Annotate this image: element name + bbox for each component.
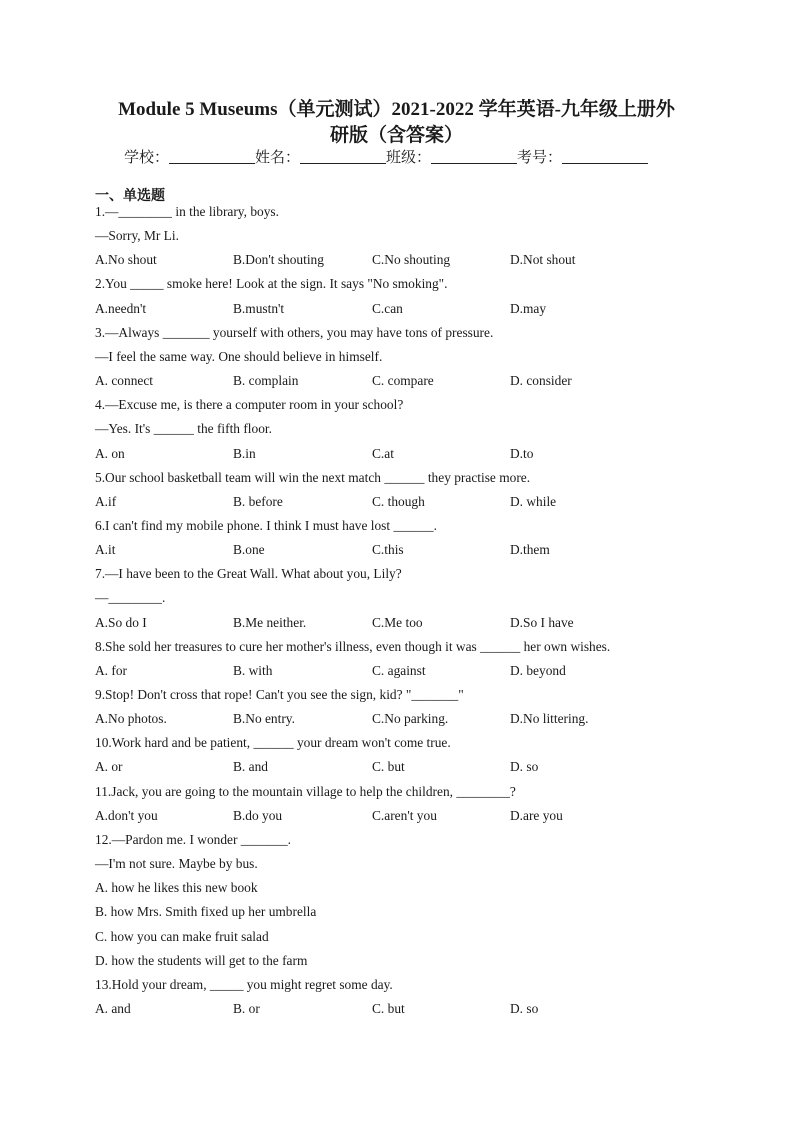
student-info-row <box>124 148 648 168</box>
answer-option[interactable]: B.do you <box>233 807 283 823</box>
answer-option[interactable]: B.mustn't <box>233 300 285 316</box>
answer-option[interactable]: C.No parking. <box>372 711 449 727</box>
answer-option[interactable]: C.can <box>372 300 403 316</box>
answer-option[interactable]: A. connect <box>95 373 154 389</box>
answer-option[interactable]: A.needn't <box>95 300 147 316</box>
answer-option[interactable]: D. while <box>510 493 557 509</box>
answer-option[interactable]: C. though <box>372 493 425 509</box>
answer-option[interactable]: D.are you <box>510 807 563 823</box>
class-blank[interactable] <box>431 148 517 164</box>
answer-option[interactable]: C.at <box>372 445 394 461</box>
question-stem: 8.She sold her treasures to cure her mother's illness, even though it was ______ her own wishes. <box>95 638 611 654</box>
answer-option[interactable]: C. compare <box>372 373 434 389</box>
answer-option[interactable]: A.it <box>95 542 116 558</box>
answer-option[interactable]: D.to <box>510 445 534 461</box>
question-stem: 3.—Always _______ yourself with others, you may have tons of pressure. <box>95 324 494 340</box>
answer-option[interactable]: B. how Mrs. Smith fixed up her umbrella <box>95 904 317 920</box>
answer-option[interactable]: D. consider <box>510 373 572 389</box>
answer-option[interactable]: B.No entry. <box>233 711 295 727</box>
answer-option[interactable]: D. so <box>510 759 539 775</box>
answer-option[interactable]: C. but <box>372 1000 405 1016</box>
section-heading: 一、单选题 <box>95 189 165 204</box>
answer-option[interactable]: C.aren't you <box>372 807 437 823</box>
answer-option[interactable]: A. or <box>95 759 123 775</box>
answer-option[interactable]: B. before <box>233 493 283 509</box>
question-stem: 11.Jack, you are going to the mountain village to help the children, ________? <box>95 783 516 799</box>
answer-option[interactable]: D. beyond <box>510 662 566 678</box>
number-label: 考号： <box>517 150 563 166</box>
answer-option[interactable]: A. for <box>95 662 127 678</box>
answer-option[interactable]: B.in <box>233 445 256 461</box>
answer-option[interactable]: B.Me neither. <box>233 614 307 630</box>
answer-option[interactable]: B. complain <box>233 373 299 389</box>
answer-option[interactable]: D.No littering. <box>510 711 589 727</box>
answer-option[interactable]: B. with <box>233 662 273 678</box>
school-label: 学校： <box>124 150 170 166</box>
question-dialogue: —I'm not sure. Maybe by bus. <box>95 856 258 872</box>
answer-option[interactable]: C.Me too <box>372 614 423 630</box>
name-blank[interactable] <box>300 148 386 164</box>
answer-option[interactable]: D. how the students will get to the farm <box>95 952 308 968</box>
answer-option[interactable]: B. or <box>233 1000 260 1016</box>
answer-option[interactable]: A.No shout <box>95 252 157 268</box>
question-dialogue: —________. <box>95 590 166 606</box>
class-label: 班级： <box>386 150 432 166</box>
question-stem: 6.I can't find my mobile phone. I think I must have lost ______. <box>95 517 437 533</box>
answer-option[interactable]: C.this <box>372 542 404 558</box>
answer-option[interactable]: C. how you can make fruit salad <box>95 928 269 944</box>
answer-option[interactable]: A.So do I <box>95 614 147 630</box>
question-stem: 9.Stop! Don't cross that rope! Can't you see the sign, kid? "_______" <box>95 687 464 702</box>
answer-option[interactable]: D.Not shout <box>510 252 576 268</box>
question-dialogue: —Sorry, Mr Li. <box>95 228 179 244</box>
answer-option[interactable]: A.No photos. <box>95 711 167 727</box>
question-stem: 12.—Pardon me. I wonder _______. <box>95 831 291 847</box>
answer-option[interactable]: D.So I have <box>510 614 574 630</box>
answer-option[interactable]: A. how he likes this new book <box>95 880 258 896</box>
question-stem: 1.—________ in the library, boys. <box>95 204 279 219</box>
answer-option[interactable]: B.one <box>233 542 265 558</box>
question-stem: 7.—I have been to the Great Wall. What about you, Lily? <box>95 566 402 582</box>
answer-option[interactable]: D. so <box>510 1000 539 1016</box>
page-title-continued: 研版（含答案） <box>329 125 463 146</box>
answer-option[interactable]: C. against <box>372 662 426 678</box>
question-stem: 10.Work hard and be patient, ______ your dream won't come true. <box>95 735 451 751</box>
answer-option[interactable]: D.them <box>510 542 550 558</box>
school-blank[interactable] <box>169 148 255 164</box>
answer-option[interactable]: A.if <box>95 493 117 509</box>
question-dialogue: —Yes. It's ______ the fifth floor. <box>95 421 272 437</box>
question-dialogue: —I feel the same way. One should believe in himself. <box>95 348 383 364</box>
page-title: Module 5 Museums（单元测试）2021-2022 学年英语-九年级上册外 <box>118 99 675 120</box>
answer-option[interactable]: B. and <box>233 759 268 775</box>
answer-option[interactable]: C.No shouting <box>372 252 451 268</box>
question-stem: 4.—Excuse me, is there a computer room in your school? <box>95 397 404 413</box>
question-stem: 5.Our school basketball team will win the next match ______ they practise more. <box>95 469 531 485</box>
number-blank[interactable] <box>562 148 648 164</box>
answer-option[interactable]: B.Don't shouting <box>233 252 324 268</box>
question-stem: 13.Hold your dream, _____ you might regret some day. <box>95 976 393 992</box>
answer-option[interactable]: D.may <box>510 300 547 316</box>
answer-option[interactable]: A.don't you <box>95 807 158 823</box>
question-stem: 2.You _____ smoke here! Look at the sign. It says "No smoking". <box>95 276 448 292</box>
name-label: 姓名： <box>255 150 301 166</box>
answer-option[interactable]: A. and <box>95 1000 131 1016</box>
answer-option[interactable]: C. but <box>372 759 405 775</box>
answer-option[interactable]: A. on <box>95 445 125 461</box>
